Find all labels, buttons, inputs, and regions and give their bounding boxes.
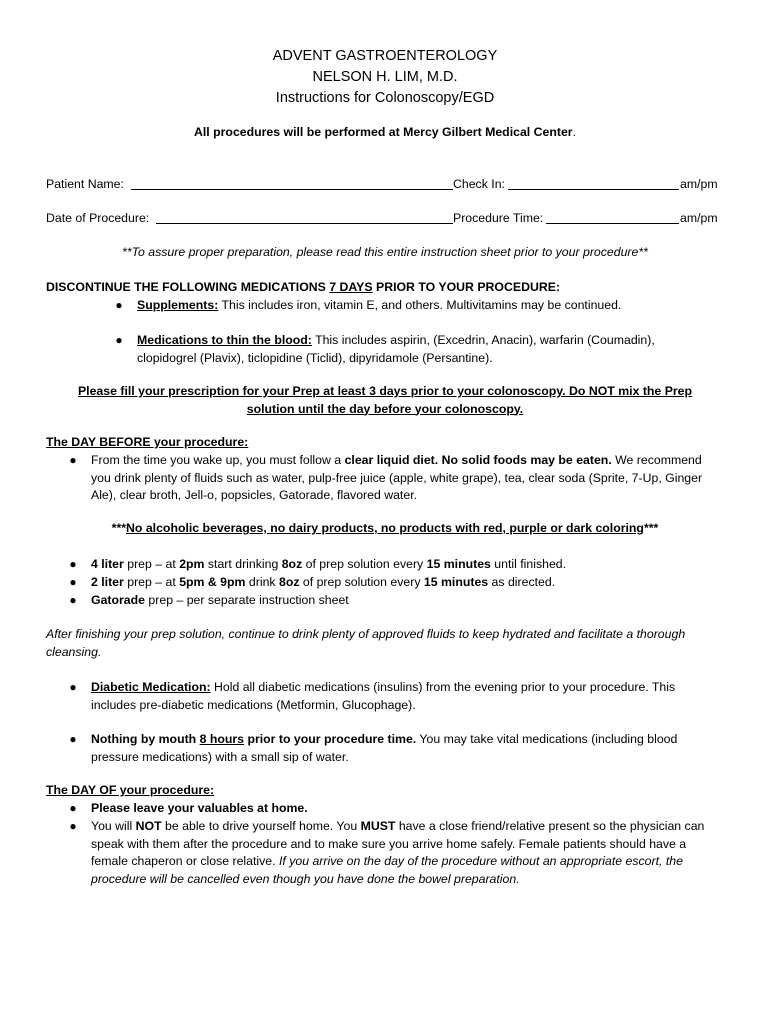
prescription-notice: Please fill your prescription for your Prep at least 3 days prior to your colonoscopy. Do NOT mix the Prep solution until the day before your colonoscopy. bbox=[77, 384, 693, 416]
patient-name-field[interactable] bbox=[131, 189, 453, 190]
day-before-heading: The DAY BEFORE your procedure: bbox=[46, 435, 249, 449]
discontinue-heading: DISCONTINUE THE FOLLOWING MEDICATIONS 7 DAYS PRIOR TO YOUR PROCEDURE: bbox=[46, 280, 561, 294]
beverage-warning: ***No alcoholic beverages, no dairy products, no products with red, purple or dark coloring*** bbox=[111, 521, 659, 535]
location-notice: All procedures will be performed at Mercy Gilbert Medical Center. bbox=[194, 125, 576, 139]
clear-liquid-item: From the time you wake up, you must follow a clear liquid diet. No solid foods may be eaten. We recommend you drink plenty of fluids such as water, pulp-free juice (apple, white grape), tea, clear soda (Sprite, 7-Up, Ginger Ale), clear broth, Jell-o, popsicles, Gatorade, flavored water. bbox=[91, 453, 703, 502]
document-title: Instructions for Colonoscopy/EGD bbox=[275, 90, 495, 106]
bullet-icon: ● bbox=[69, 575, 77, 589]
bullet-icon: ● bbox=[69, 680, 77, 694]
bullet-icon: ● bbox=[69, 801, 77, 815]
bullet-icon: ● bbox=[69, 557, 77, 571]
date-label: Date of Procedure: bbox=[46, 211, 150, 225]
prep-gatorade: Gatorade prep – per separate instruction sheet bbox=[91, 593, 349, 607]
bullet-icon: ● bbox=[115, 333, 123, 347]
check-in-ampm: am/pm bbox=[680, 177, 718, 191]
blood-thinners-item: Medications to thin the blood: This includes aspirin, (Excedrin, Anacin), warfarin (Coumadin), clopidogrel (Plavix), ticlopidine (Ticlid), dipyridamole (Persantine). bbox=[137, 333, 655, 365]
prep-2-liter: 2 liter prep – at 5pm & 9pm drink 8oz of prep solution every 15 minutes as directed. bbox=[91, 575, 556, 589]
procedure-time-label: Procedure Time: bbox=[453, 211, 544, 225]
bullet-icon: ● bbox=[69, 732, 77, 746]
check-in-field[interactable] bbox=[508, 189, 679, 190]
nothing-by-mouth-item: Nothing by mouth 8 hours prior to your procedure time. You may take vital medications (including blood pressure medications) with a small sip of water. bbox=[91, 732, 678, 764]
prep-note: **To assure proper preparation, please read this entire instruction sheet prior to your procedure** bbox=[122, 245, 648, 259]
patient-name-label: Patient Name: bbox=[46, 177, 124, 191]
diabetic-item: Diabetic Medication: Hold all diabetic medications (insulins) from the evening prior to your procedure. This includes pre-diabetic medications (Metformin, Glucophage). bbox=[91, 680, 676, 712]
day-of-heading: The DAY OF your procedure: bbox=[46, 783, 215, 797]
procedure-time-field[interactable] bbox=[546, 223, 679, 224]
bullet-icon: ● bbox=[69, 819, 77, 833]
escort-item: You will NOT be able to drive yourself home. You MUST have a close friend/relative present so the physician can speak with them after the procedure and to make sure you arrive home safely. Female patients should have a female chaperon or close relative. If you arrive on the day of the procedure without an appropriate escort, the procedure will be cancelled even though you have done the bowel preparation. bbox=[91, 819, 705, 886]
supplements-item: Supplements: This includes iron, vitamin E, and others. Multivitamins may be continued. bbox=[137, 298, 622, 312]
valuables-item: Please leave your valuables at home. bbox=[91, 801, 308, 815]
prep-4-liter: 4 liter prep – at 2pm start drinking 8oz of prep solution every 15 minutes until finished. bbox=[91, 557, 567, 571]
bullet-icon: ● bbox=[115, 298, 123, 312]
check-in-label: Check In: bbox=[453, 177, 505, 191]
after-prep-note: After finishing your prep solution, continue to drink plenty of approved fluids to keep hydrated and facilitate a thorough cleansing. bbox=[46, 627, 686, 659]
procedure-time-ampm: am/pm bbox=[680, 211, 718, 225]
bullet-icon: ● bbox=[69, 453, 77, 467]
doctor-name: NELSON H. LIM, M.D. bbox=[312, 69, 458, 85]
bullet-icon: ● bbox=[69, 593, 77, 607]
practice-name: ADVENT GASTROENTEROLOGY bbox=[272, 48, 498, 64]
date-field[interactable] bbox=[156, 223, 453, 224]
